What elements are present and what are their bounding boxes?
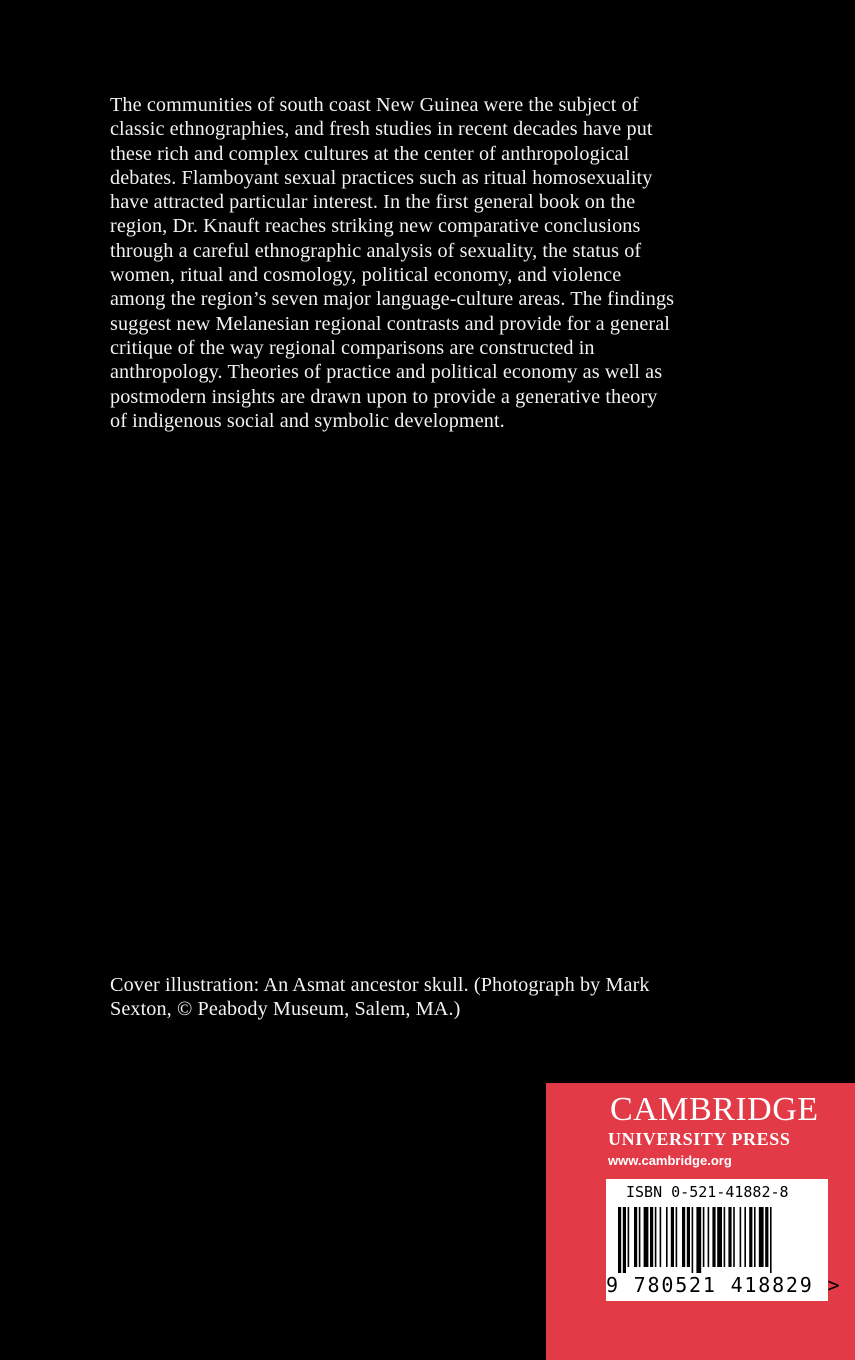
description-line: of indigenous social and symbolic development.	[110, 409, 505, 432]
ean-number: 9 780521 418829 >	[606, 1273, 842, 1297]
publisher-name: CAMBRIDGE	[610, 1091, 819, 1128]
description-line: these rich and complex cultures at the center of anthropological	[110, 142, 630, 165]
description-line: have attracted particular interest. In the first general book on the	[110, 191, 636, 214]
barcode-icon	[618, 1207, 816, 1273]
description-line: through a careful ethnographic analysis of sexuality, the status of	[110, 239, 642, 262]
description-line: The communities of south coast New Guinea were the subject of	[110, 94, 639, 116]
description-line: debates. Flamboyant sexual practices such as ritual homosexuality	[110, 166, 653, 189]
publisher-url: www.cambridge.org	[608, 1153, 732, 1168]
description-line: anthropology. Theories of practice and political economy as well as	[110, 361, 663, 384]
credit-line: Cover illustration: An Asmat ancestor skull. (Photograph by Mark	[110, 974, 650, 996]
description-line: region, Dr. Knauft reaches striking new comparative conclusions	[110, 215, 641, 238]
cover-illustration-credit	[110, 973, 750, 1022]
description-line: critique of the way regional comparisons are constructed in	[110, 336, 595, 359]
description-line: postmodern insights are drawn upon to provide a generative theory	[110, 385, 658, 408]
credit-line: Sexton, © Peabody Museum, Salem, MA.)	[110, 998, 461, 1021]
publisher-logo-box	[546, 1083, 855, 1360]
description-line: classic ethnographies, and fresh studies in recent decades have put	[110, 118, 653, 141]
description-line: suggest new Melanesian regional contrasts and provide for a general	[110, 312, 670, 335]
description-line: women, ritual and cosmology, political economy, and violence	[110, 264, 622, 287]
description-line: among the region’s seven major language-culture areas. The findings	[110, 288, 675, 311]
barcode-panel	[606, 1179, 842, 1301]
isbn-label: ISBN 0-521-41882-8	[626, 1183, 789, 1201]
book-description	[110, 93, 750, 433]
publisher-subtitle: UNIVERSITY PRESS	[608, 1129, 791, 1149]
